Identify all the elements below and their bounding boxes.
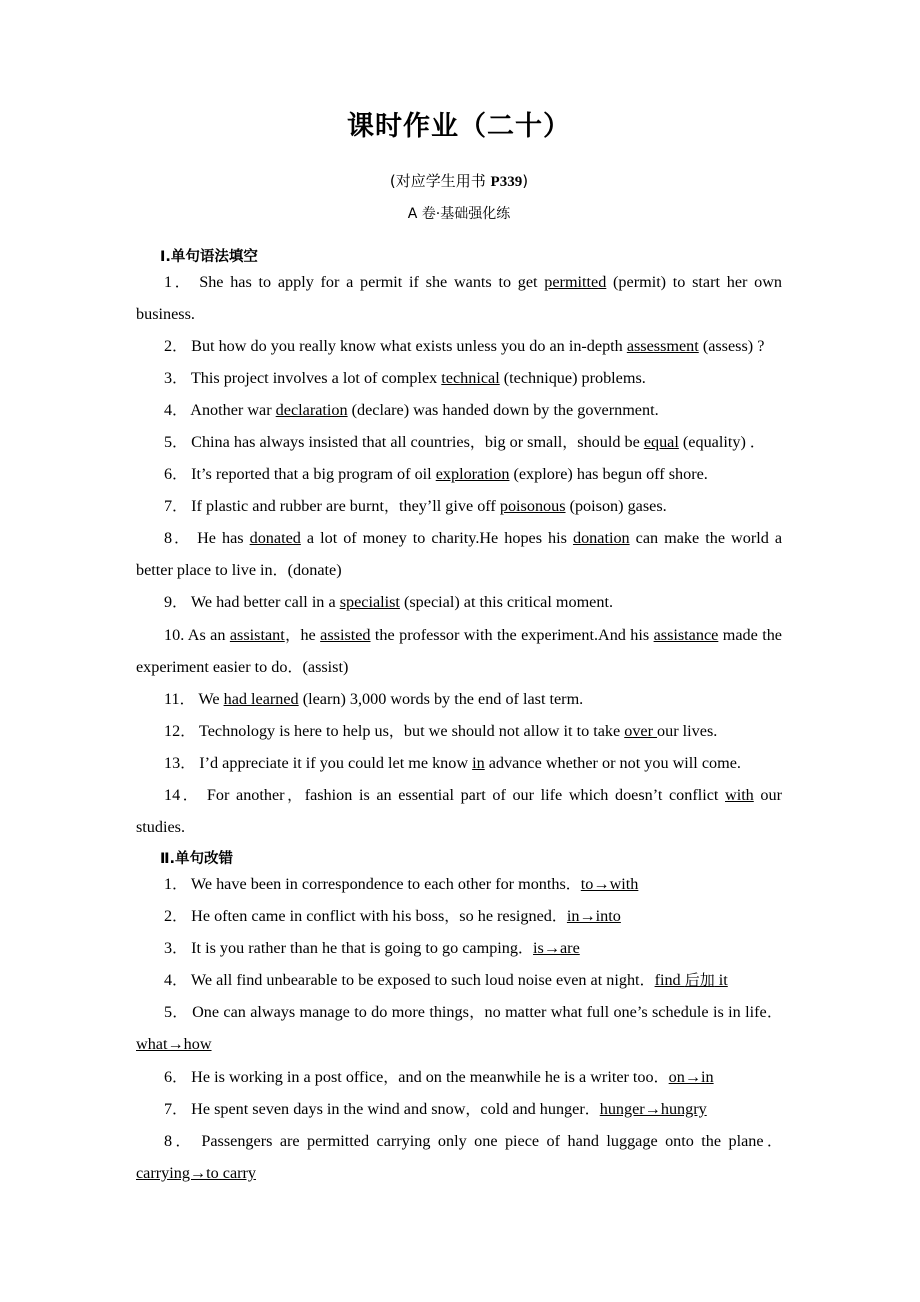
question-item: [136, 779, 782, 843]
question-item: [136, 586, 782, 618]
answer-text: poisonous: [499, 497, 566, 516]
sentence-text: She has to apply for a permit if she wants to get: [199, 272, 545, 291]
answer-text: technical: [441, 368, 500, 387]
sentence-text: He often came in conflict with his boss，so he resigned．: [191, 907, 567, 926]
page-title: 课时作业（二十）: [347, 111, 571, 142]
sentence-text: As an: [187, 625, 230, 644]
question-number: 1．: [164, 272, 193, 291]
cjk-text: ．: [766, 1003, 782, 1022]
answer-text: in: [472, 753, 485, 772]
question-item: [136, 900, 782, 932]
answer-text: assistance: [653, 625, 719, 644]
question-number: 1．: [164, 875, 188, 894]
sentence-text: ，he: [284, 625, 321, 644]
cjk-text: 后加: [684, 971, 715, 990]
question-number: 4．: [164, 971, 188, 990]
question-number: 2．: [164, 336, 188, 355]
question-item: [136, 362, 782, 394]
sentence-text: (equality) ．: [678, 433, 765, 452]
sentence-text: Passengers are permitted carrying only one piece of hand luggage onto the plane．: [201, 1131, 782, 1150]
sentence-text: can make the world a better place to live in．(donate): [136, 529, 783, 580]
cjk-text: ．: [172, 1131, 194, 1150]
cjk-text: ．: [172, 907, 188, 926]
cjk-text: ．: [180, 721, 196, 740]
answer-text: with: [725, 785, 754, 804]
answer-text: carrying→to carry: [136, 1163, 256, 1182]
answer-text: equal: [643, 433, 679, 452]
cjk-text: ．: [749, 433, 765, 452]
cjk-text: ，: [465, 1099, 481, 1118]
answer-text: donation: [572, 529, 630, 548]
cjk-text: ．: [172, 875, 188, 894]
question-number: 3．: [164, 939, 188, 958]
cjk-text: ．: [172, 939, 188, 958]
answer-text: what→how: [136, 1035, 212, 1054]
question-number: 2．: [164, 907, 188, 926]
sentence-text: For another，fashion is an essential part of our life which doesn’t conflict: [206, 785, 725, 804]
sentence-text: our lives.: [657, 721, 718, 740]
question-number: 6．: [164, 1067, 188, 1086]
answer-text: donated: [249, 529, 301, 548]
cjk-text: ．: [172, 272, 193, 291]
part-label: A 卷·基础强化练: [407, 205, 511, 222]
cjk-text: ．: [172, 529, 192, 548]
sentence-text: He has: [197, 529, 250, 548]
sentence-text: China has always insisted that all countries，big or small，should be: [191, 433, 644, 452]
cjk-text: ，: [388, 721, 404, 740]
section-heading-1: Ⅰ.单句语法填空: [160, 248, 258, 265]
answer-text: on→in: [668, 1067, 714, 1086]
cjk-text: ．: [172, 433, 188, 452]
cjk-text: ．: [551, 907, 567, 926]
sentence-text: Technology is here to help us，but we should not allow it to take: [198, 721, 625, 740]
question-number: 8．: [164, 529, 192, 548]
question-number: 7．: [164, 497, 188, 516]
sentence-text: (technique) problems.: [499, 368, 646, 387]
cjk-text: ，: [284, 625, 301, 644]
question-number: 7．: [164, 1099, 188, 1118]
cjk-text: ，: [468, 1003, 485, 1022]
question-item: [136, 1093, 782, 1125]
sentence-text: made the experiment easier to do．(assist): [136, 625, 782, 676]
answer-text: find 后加 it: [654, 971, 728, 990]
cjk-text: ．: [172, 368, 188, 387]
reference-page-number: P339: [490, 173, 523, 190]
cjk-text: ．: [179, 689, 195, 708]
question-item: [136, 747, 782, 779]
sentence-text: But how do you really know what exists unless you do an in-depth: [191, 336, 627, 355]
cjk-text: ，: [383, 1067, 399, 1086]
sentence-text: It is you rather than he that is going to go camping．: [191, 939, 534, 958]
cjk-text: ．: [653, 1067, 669, 1086]
question-number: 11．: [164, 689, 195, 708]
answer-text: declaration: [275, 401, 348, 419]
cjk-text: ．: [272, 561, 288, 580]
question-item: [136, 996, 782, 1060]
section-2-items: [136, 868, 782, 1189]
reference-suffix: ): [522, 171, 529, 190]
answer-text: is→are: [533, 939, 580, 958]
question-item: [136, 683, 782, 715]
cjk-text: ．: [172, 336, 188, 355]
cjk-text: ．: [172, 465, 188, 484]
cjk-text: ，: [562, 433, 578, 452]
question-number: 13．: [164, 753, 196, 772]
question-item: [136, 1125, 782, 1189]
cjk-text: ．: [172, 401, 188, 419]
cjk-text: ．: [180, 753, 196, 772]
sentence-text: If plastic and rubber are burnt，they’ll give off: [191, 497, 500, 516]
question-item: [136, 426, 782, 458]
question-number: 9．: [164, 593, 188, 612]
sentence-text: (assess) ?: [698, 336, 765, 355]
question-number: 5．: [164, 1003, 188, 1022]
cjk-text: ，: [444, 907, 460, 926]
cjk-text: ．: [763, 1131, 782, 1150]
question-number: 6．: [164, 465, 188, 484]
answer-text: specialist: [339, 593, 400, 612]
section-heading-2: Ⅱ.单句改错: [160, 851, 234, 868]
cjk-text: ．: [172, 1067, 188, 1086]
cjk-text: ．: [172, 1099, 188, 1118]
sentence-text: (explore) has begun off shore.: [509, 465, 708, 484]
question-item: [136, 868, 782, 900]
answer-text: over: [624, 721, 658, 740]
question-item: [136, 330, 782, 362]
question-number: 5．: [164, 433, 188, 452]
cjk-text: ．: [518, 939, 534, 958]
section-1-items: [136, 266, 782, 843]
sentence-text: He is working in a post office，and on the meanwhile he is a writer too．: [191, 1067, 669, 1086]
sentence-text: (learn) 3,000 words by the end of last term.: [298, 689, 584, 708]
cjk-text: ．: [639, 971, 655, 990]
student-book-reference: [136, 142, 782, 191]
cjk-text: ．: [172, 497, 188, 516]
answer-text: in→into: [566, 907, 621, 926]
question-number: 3．: [164, 368, 188, 387]
sentence-text: It’s reported that a big program of oil: [191, 465, 436, 484]
question-item: [136, 458, 782, 490]
sentence-text: We have been in correspondence to each other for months．: [190, 875, 581, 894]
answer-text: assistant: [229, 625, 285, 644]
cjk-text: ．: [172, 971, 188, 990]
answer-text: exploration: [435, 465, 510, 484]
sentence-text: One can always manage to do more things，no matter what full one’s schedule is in life．: [192, 1003, 782, 1022]
question-item: [136, 619, 782, 683]
question-item: [136, 964, 782, 996]
question-number: 4．: [164, 401, 188, 419]
answer-text: assessment: [626, 336, 699, 355]
question-item: [136, 932, 782, 964]
cjk-text: ．: [180, 785, 201, 804]
sentence-text: (special) at this critical moment.: [399, 593, 613, 612]
cjk-text: ，: [469, 433, 485, 452]
sentence-text: (declare) was handed down by the government.: [347, 401, 659, 419]
question-number: 12．: [164, 721, 196, 740]
sentence-text: We: [198, 689, 224, 708]
sentence-text: a lot of money to charity.He hopes his: [300, 529, 573, 548]
reference-prefix: (对应学生用书: [389, 171, 491, 190]
answer-text: to→with: [580, 875, 639, 894]
sentence-text: (poison) gases.: [565, 497, 667, 516]
question-item: [136, 266, 782, 330]
question-number: 14．: [164, 785, 201, 804]
cjk-text: ．: [584, 1099, 600, 1118]
sentence-text: We all find unbearable to be exposed to such loud noise even at night．: [190, 971, 655, 990]
sentence-text: This project involves a lot of complex: [190, 368, 442, 387]
cjk-text: ，: [383, 497, 399, 516]
answer-text: had learned: [223, 689, 299, 708]
sentence-text: I’d appreciate it if you could let me know: [199, 753, 473, 772]
answer-text: permitted: [544, 272, 607, 291]
cjk-text: ．: [172, 593, 188, 612]
question-item: [136, 1061, 782, 1093]
answer-text: hunger→hungry: [599, 1099, 707, 1118]
sentence-text: our studies.: [136, 785, 782, 837]
cjk-text: ．: [287, 657, 303, 676]
answer-text: assisted: [320, 625, 371, 644]
question-item: [136, 394, 782, 426]
sentence-text: Another war: [190, 401, 276, 419]
sentence-text: advance whether or not you will come.: [484, 753, 741, 772]
cjk-text: ，: [284, 785, 305, 804]
sentence-text: (permit) to start her own business.: [136, 272, 783, 323]
cjk-text: ．: [565, 875, 581, 894]
question-number: 10.: [164, 625, 185, 644]
question-item: [136, 490, 782, 522]
question-item: [136, 522, 782, 586]
sentence-text: the professor with the experiment.And his: [370, 625, 654, 644]
question-item: [136, 715, 782, 747]
sentence-text: We had better call in a: [190, 593, 340, 612]
cjk-text: ．: [172, 1003, 188, 1022]
sentence-text: He spent seven days in the wind and snow，cold and hunger．: [191, 1099, 600, 1118]
question-number: 8．: [164, 1131, 194, 1150]
